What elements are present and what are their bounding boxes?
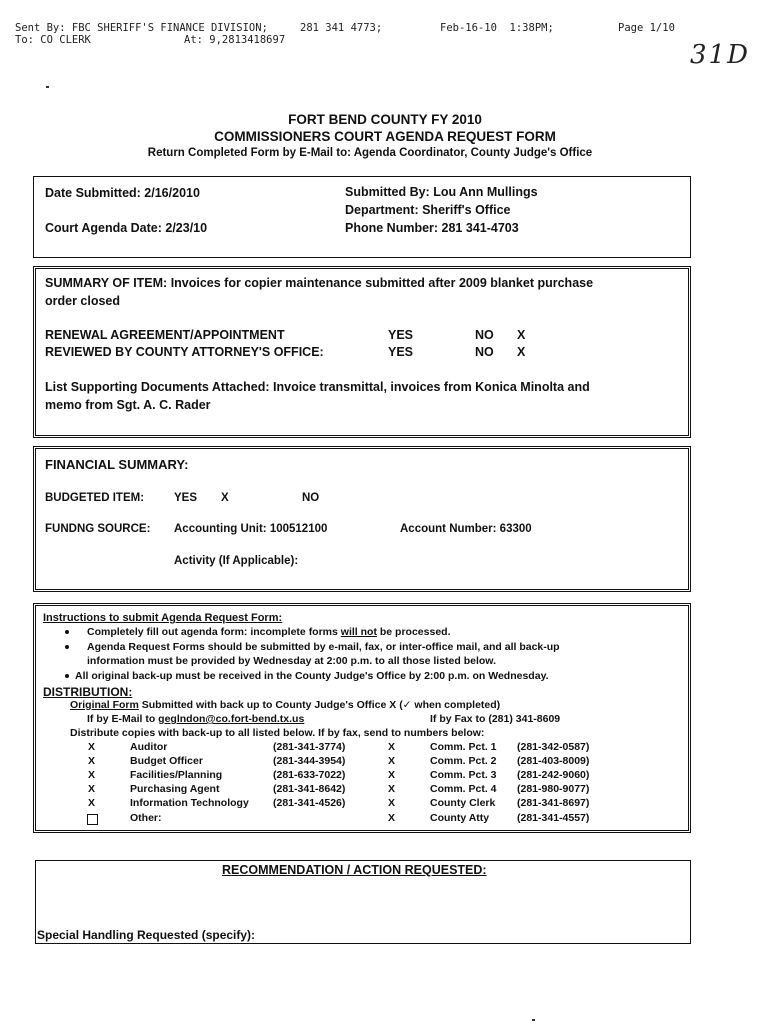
dist-phone: (281-344-3954) — [273, 755, 346, 767]
dist-mark: X — [388, 755, 396, 767]
scan-speck — [532, 1019, 535, 1021]
funding-source-label: FUNDNG SOURCE: — [45, 523, 151, 535]
supporting-documents-cont: memo from Sgt. A. C. Rader — [45, 398, 211, 412]
phone-number: Phone Number: 281 341-4703 — [345, 221, 519, 235]
budgeted-item-label: BUDGETED ITEM: — [45, 492, 145, 504]
budgeted-yes-mark: X — [221, 492, 229, 504]
reviewed-no-mark: X — [517, 345, 526, 359]
bullet-icon — [65, 645, 69, 649]
dist-mark: X — [388, 812, 396, 824]
recommendation-heading: RECOMMENDATION / ACTION REQUESTED: — [222, 863, 487, 877]
fax-recipient-number: At: 9,2813418697 — [184, 34, 286, 46]
original-form-line — [70, 699, 500, 711]
dist-mark: X — [88, 797, 96, 809]
dist-name: Comm. Pct. 3 — [430, 769, 497, 781]
other-checkbox[interactable] — [87, 814, 98, 825]
supporting-documents: List Supporting Documents Attached: Invoice transmittal, invoices from Konica Minolta and — [45, 380, 590, 394]
dist-phone: (281-341-3774) — [273, 741, 346, 753]
dist-mark: X — [88, 769, 96, 781]
bullet-icon — [65, 674, 69, 678]
original-form-label: Original Form — [70, 699, 139, 711]
reviewed-no: NO — [475, 345, 494, 359]
email-address-link[interactable]: geglndon@co.fort-bend.tx.us — [158, 713, 305, 725]
dist-mark: X — [388, 783, 396, 795]
dist-phone: (281-341-8697) — [517, 797, 590, 809]
fax-instruction: If by Fax to (281) 341-8609 — [430, 713, 561, 725]
scan-speck — [46, 86, 49, 88]
distribute-copies-line: Distribute copies with back-up to all listed below. If by fax, send to numbers below: — [70, 727, 485, 739]
form-return-instructions: Return Completed Form by E-Mail to: Agenda Coordinator, County Judge's Office — [147, 147, 593, 159]
instruction-submit-method: Agenda Request Forms should be submitted by e-mail, fax, or inter-office mail, and all back-up — [87, 641, 560, 653]
dist-name: County Atty — [430, 812, 490, 824]
dist-phone: (281-633-7022) — [273, 769, 346, 781]
dist-mark: X — [88, 741, 96, 753]
reviewed-by-attorney-label: REVIEWED BY COUNTY ATTORNEY'S OFFICE: — [45, 345, 324, 359]
handwritten-item-number: 31D — [690, 40, 750, 70]
submitted-by: Submitted By: Lou Ann Mullings — [345, 185, 538, 199]
summary-of-item: SUMMARY OF ITEM: Invoices for copier maintenance submitted after 2009 blanket purchase — [45, 276, 594, 290]
dist-phone: (281-341-4526) — [273, 797, 346, 809]
dist-name: County Clerk — [430, 797, 496, 809]
summary-of-item-cont: order closed — [45, 294, 121, 308]
date-submitted: Date Submitted: 2/16/2010 — [45, 186, 200, 200]
dist-name: Comm. Pct. 4 — [430, 783, 497, 795]
distribution-heading: DISTRIBUTION: — [43, 685, 133, 699]
fax-sender: Sent By: FBC SHERIFF'S FINANCE DIVISION; — [15, 22, 268, 34]
dist-name: Comm. Pct. 2 — [430, 755, 497, 767]
instruction-text: be processed. — [376, 626, 451, 638]
form-title-county: FORT BEND COUNTY FY 2010 — [288, 112, 482, 127]
dist-phone: (281-242-9060) — [517, 769, 590, 781]
original-form-text: Submitted with back up to County Judge's Office X (✓ when completed) — [138, 699, 501, 711]
dist-mark: X — [388, 797, 396, 809]
dist-phone: (281-341-4557) — [517, 812, 590, 824]
form-title: COMMISSIONERS COURT AGENDA REQUEST FORM — [214, 129, 556, 144]
fax-page-number: Page 1/10 — [618, 22, 675, 34]
accounting-unit: Accounting Unit: 100512100 — [174, 523, 328, 535]
instruction-original-backup: All original back-up must be received in the County Judge's Office by 2:00 p.m. on Wednesday. — [75, 670, 549, 682]
dist-name: Facilities/Planning — [130, 769, 223, 781]
court-agenda-date: Court Agenda Date: 2/23/10 — [45, 221, 208, 235]
dist-phone: (281-403-8009) — [517, 755, 590, 767]
email-label: If by E-Mail to — [87, 713, 159, 725]
dist-name: Comm. Pct. 1 — [430, 741, 497, 753]
renewal-no: NO — [475, 328, 494, 342]
dist-name: Auditor — [130, 741, 168, 753]
fax-recipient: To: CO CLERK — [15, 34, 91, 46]
dist-name: Purchasing Agent — [130, 783, 220, 795]
dist-phone: (281-980-9077) — [517, 783, 590, 795]
instruction-text: Completely fill out agenda form: incomplete forms — [87, 626, 341, 638]
instruction-emphasis: will not — [340, 626, 377, 638]
dist-phone: (281-342-0587) — [517, 741, 590, 753]
fax-sender-phone: 281 341 4773; — [300, 22, 383, 34]
special-handling-label: Special Handling Requested (specify): — [37, 928, 256, 942]
dist-name: Information Technology — [130, 797, 249, 809]
dist-name: Other: — [130, 812, 162, 824]
renewal-no-mark: X — [517, 328, 526, 342]
financial-summary-heading: FINANCIAL SUMMARY: — [45, 457, 189, 472]
instruction-complete-form — [87, 626, 450, 638]
email-instruction — [87, 713, 304, 725]
budgeted-no: NO — [302, 492, 320, 504]
instruction-submit-deadline: information must be provided by Wednesday at 2:00 p.m. to all those listed below. — [87, 655, 496, 667]
renewal-agreement-label: RENEWAL AGREEMENT/APPOINTMENT — [45, 328, 285, 342]
renewal-yes: YES — [388, 328, 414, 342]
budgeted-yes: YES — [174, 492, 198, 504]
dist-mark: X — [388, 741, 396, 753]
account-number: Account Number: 63300 — [400, 523, 532, 535]
reviewed-yes: YES — [388, 345, 414, 359]
dist-phone: (281-341-8642) — [273, 783, 346, 795]
bullet-icon — [65, 630, 69, 634]
dist-mark: X — [88, 755, 96, 767]
department: Department: Sheriff's Office — [345, 203, 511, 217]
dist-name: Budget Officer — [130, 755, 203, 767]
instructions-heading: Instructions to submit Agenda Request Form: — [43, 612, 283, 624]
dist-mark: X — [388, 769, 396, 781]
activity-label: Activity (If Applicable): — [174, 555, 299, 567]
dist-mark: X — [88, 783, 96, 795]
fax-date: Feb-16-10 1:38PM; — [440, 22, 554, 34]
